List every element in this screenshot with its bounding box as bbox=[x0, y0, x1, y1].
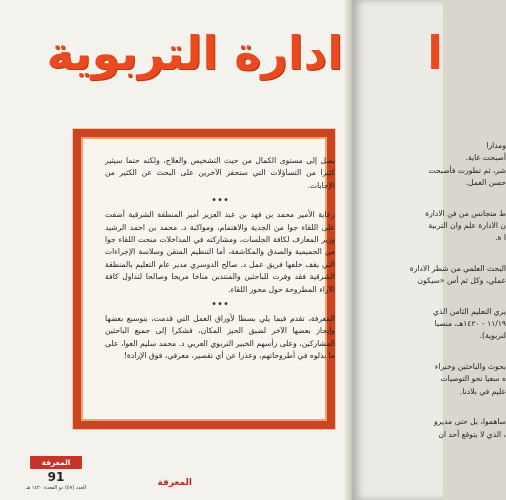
right-page-gap bbox=[356, 398, 506, 416]
article-body bbox=[105, 155, 335, 363]
right-page-line: ومدارا bbox=[486, 141, 506, 150]
separator-dots: ••• bbox=[211, 299, 229, 311]
right-page-gap bbox=[356, 343, 506, 361]
right-page-line: ا ة. bbox=[495, 233, 506, 243]
right-page-line: ساهموا، بل حتى مديرو bbox=[434, 417, 506, 427]
right-page-line: أصبحت غاية. bbox=[465, 153, 506, 163]
paragraph-2: رعاية الأمير محمد بن فهد بن عبد العزيز أمير المنطقة الشرقية أضفت على اللقاء جوا من الجدية والاهتمام، ومواكبة د. محمد بن احمد الرشيد وزير المعارف لكافة الجلسات، ومشاركته في المداخلات منحت اللقاء جوا من الحميمية والصدق والمكاشفة، أما التنظيم المتقن وسلاسة الإجراءات التي يقف خلفها فريق عمل د. صالح الدوسري مدير عام التعليم بالمنطقة الشرقية فقد وفرت للباحثين والمنتدين مناخا مريحا وصالحا لتداول كافة الآراء المطروحة حول محور اللقاء. bbox=[105, 210, 335, 294]
right-page-line: لتربوية). bbox=[479, 331, 506, 341]
footer-logo: المعرفة bbox=[30, 456, 82, 469]
right-page-line: ١١/١٩ - ١٤٢٠هـ، منصبا bbox=[434, 319, 506, 329]
page-number: 91 bbox=[47, 470, 65, 484]
right-page-line: ن الادارة علم وان التربية bbox=[428, 221, 506, 231]
right-page-line: ، الذي لا يتوقع أحد ان bbox=[438, 429, 506, 439]
right-page-text bbox=[356, 140, 506, 441]
right-page-line: عليم في بلادنا. bbox=[459, 386, 506, 396]
right-page-line: ه سعيا نحو التوصيات bbox=[440, 374, 506, 384]
issue-info: العدد (٥٩) ذو القعدة ١٤٢٠ هـ bbox=[25, 485, 86, 491]
right-page-gap bbox=[356, 288, 506, 306]
right-page bbox=[352, 0, 506, 500]
paragraph-1: يصل إلى مستوى الكمال من حيث التشخيص والعلاج، ولكنه حتما سيثير كثيرا من التساؤلات التي ستحفز الآخرين على البحث عن الكثير من الإجابات. bbox=[105, 156, 335, 190]
title-fragment: ا bbox=[427, 26, 443, 80]
right-page-line: البحث العلمي من شطر الادارة bbox=[409, 263, 506, 273]
right-page-line: حسن العمل. bbox=[465, 178, 506, 188]
separator-dots: ••• bbox=[211, 195, 229, 207]
section-title-text: ادارة التربوية bbox=[46, 26, 343, 80]
right-page-line: يري التعليم الثامن الذي bbox=[433, 306, 506, 316]
right-page-line: ط متجانس من فن الادارة bbox=[425, 208, 506, 218]
magazine-logo-inline: المعرفة bbox=[157, 478, 192, 488]
right-page-line: شر، ثم تطورت فأصبحت bbox=[428, 165, 506, 175]
paragraph-3: المعرفة، تقدم فيما يلي بسطا لأوراق العمل التي قدمت، بتوسيع بعضها وإيجاز بعضها الآخر لضيق الحيز المكان، فشكرا إلى جميع الباحثين المشاركين، وعلى رأسهم الخبير التربوي العربي د. محمد سليم العوا، على ما بذلوه في أطروحاتهم، وعذرا عن أي تقصير، معرفي، فوق الإرادة! bbox=[105, 314, 335, 361]
right-page-line: بحوث والباحثين وخبراء bbox=[434, 361, 506, 371]
right-page-line: عملي، وكل ثم أس «سيكون bbox=[417, 276, 506, 286]
right-page-gap bbox=[356, 245, 506, 263]
right-page-gap bbox=[356, 190, 506, 208]
